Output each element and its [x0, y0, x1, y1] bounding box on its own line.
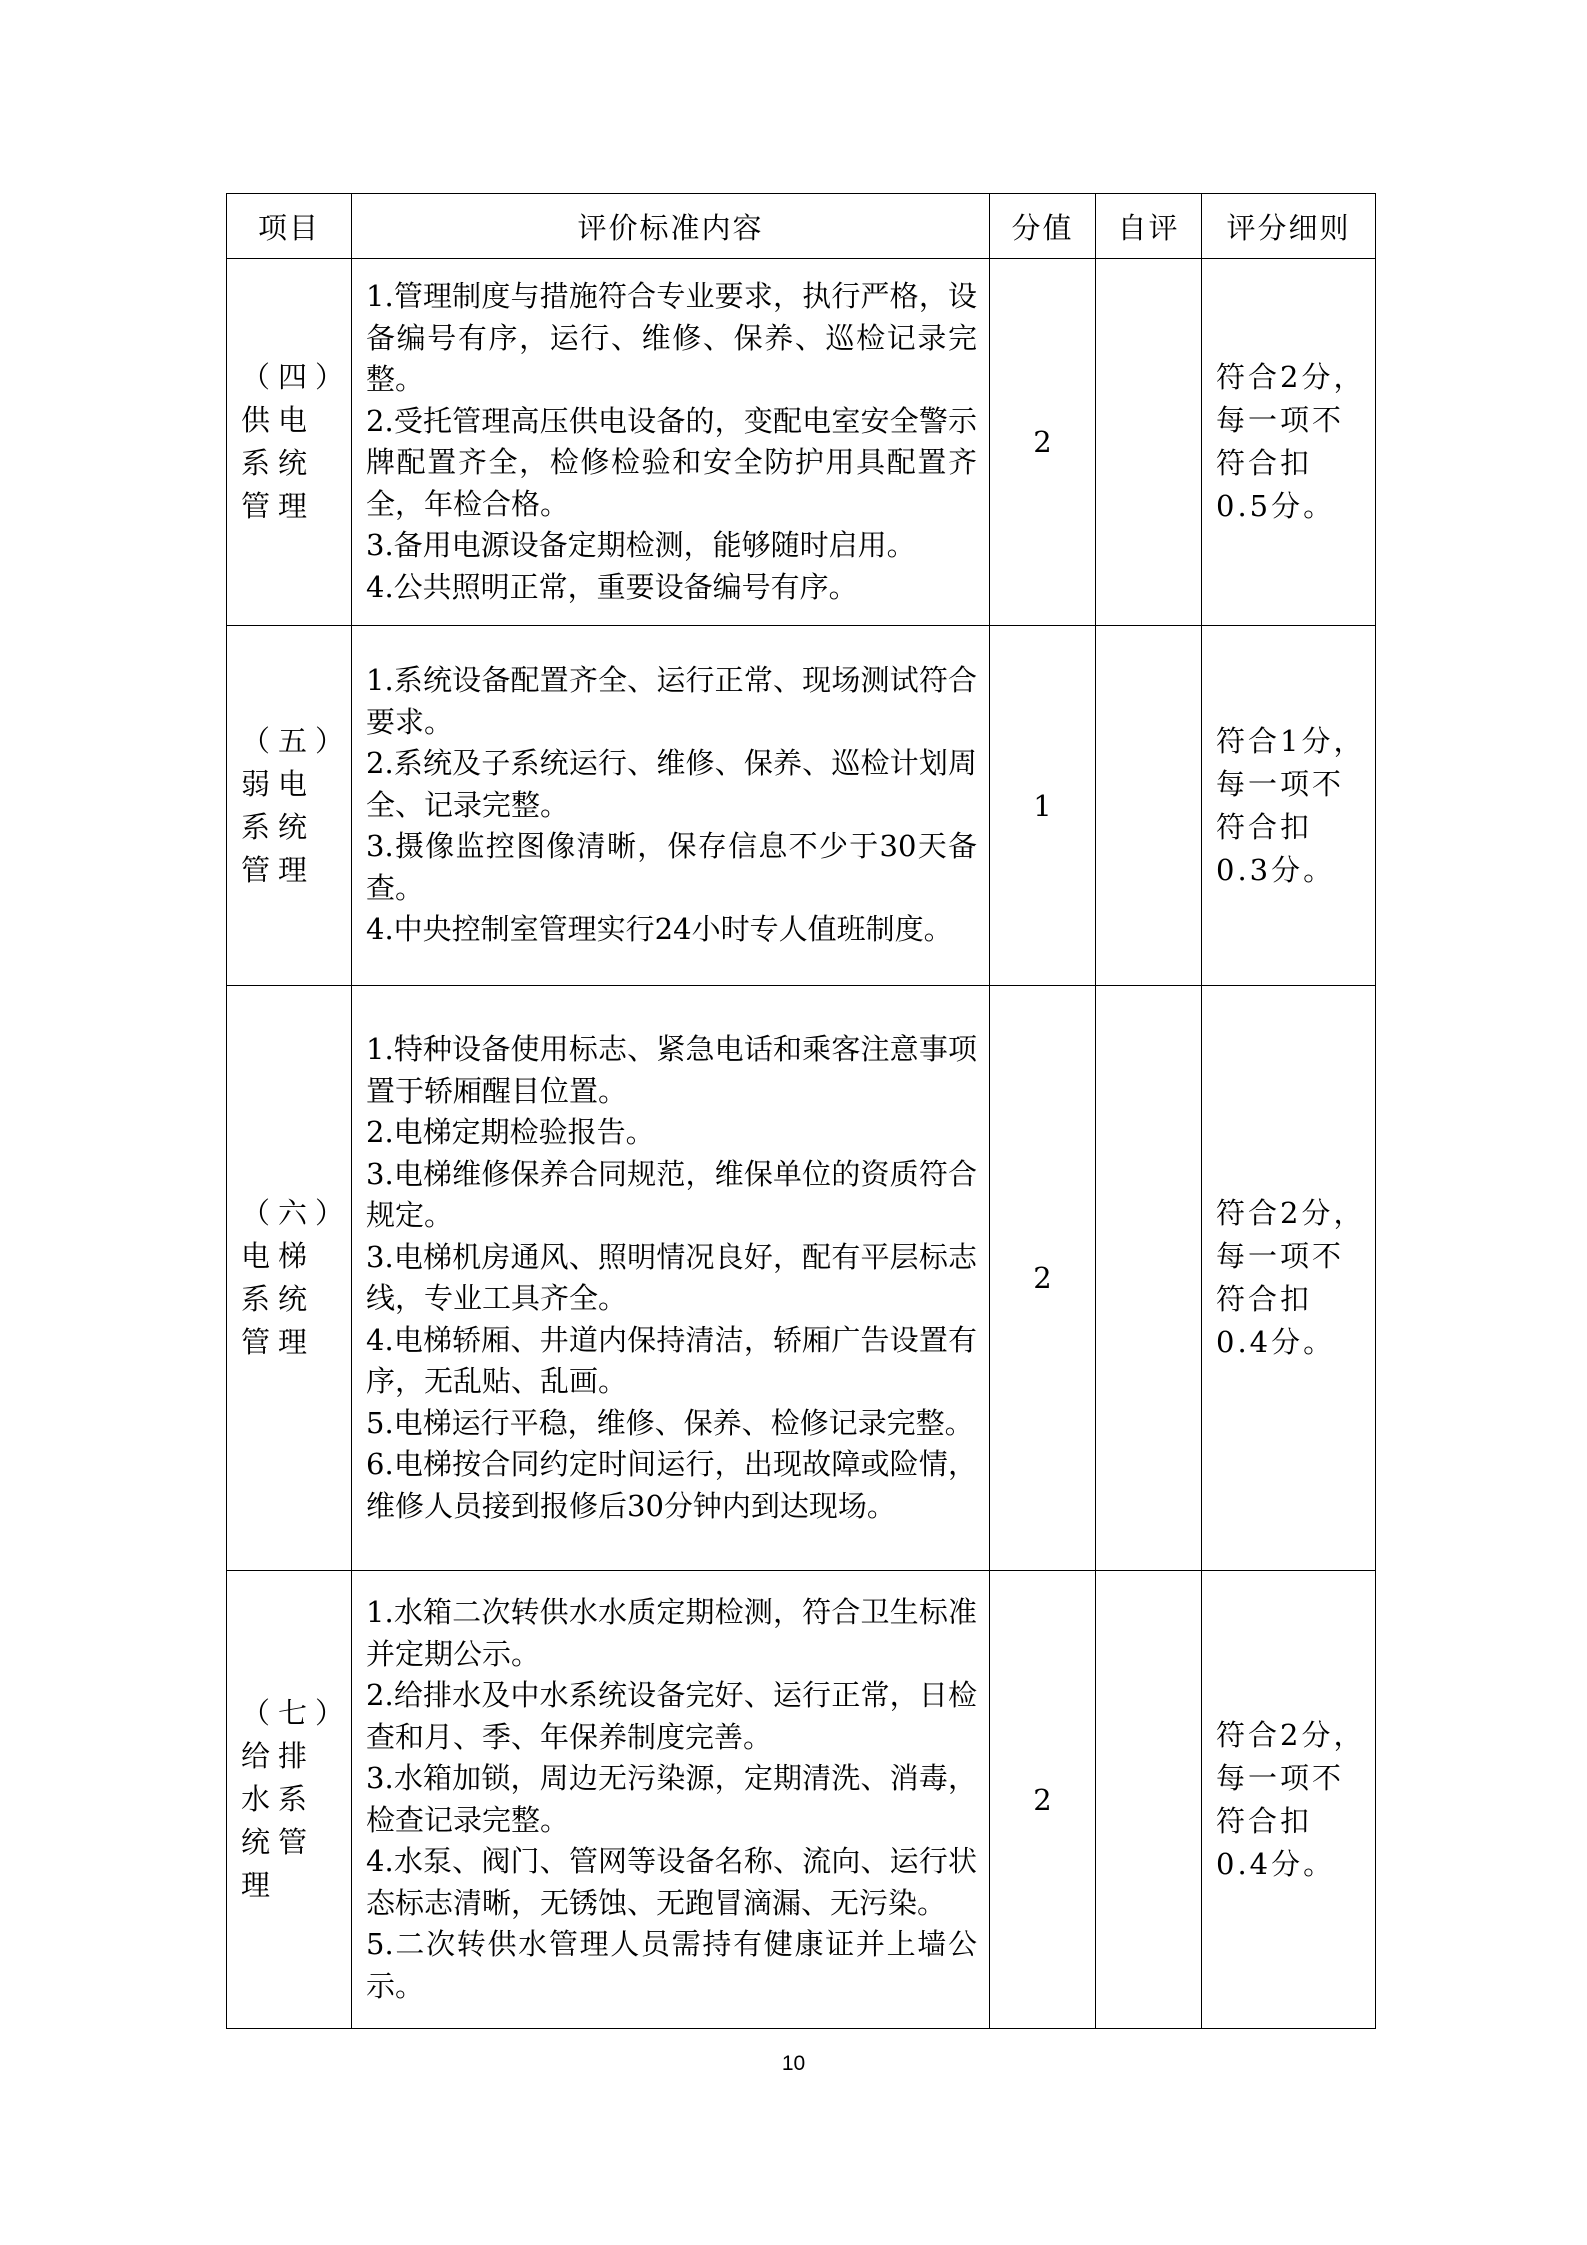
table-row [227, 1571, 1376, 2029]
row-scoring-rule: 符合1分，每一项不符合扣0.3分。 [1202, 626, 1376, 986]
page-number: 10 [781, 2052, 806, 2075]
table-row [227, 626, 1376, 986]
criterion-line: 5.电梯运行平稳，维修、保养、检修记录完整。 [366, 1405, 974, 1440]
header-scoring-rule: 评分细则 [1202, 194, 1376, 259]
row-item: （七）给排水系统管理 [227, 1571, 352, 2029]
table-row [227, 259, 1376, 626]
row-score: 2 [990, 259, 1096, 626]
criterion-line: 3.备用电源设备定期检测，能够随时启用。 [366, 528, 916, 562]
criterion-line: 4.水泵、阀门、管网等设备名称、流向、运行状态标志清晰，无锈蚀、无跑冒滴漏、无污染。 [366, 1844, 977, 1920]
criterion-line: 3.摄像监控图像清晰，保存信息不少于30天备查。 [366, 829, 977, 905]
row-scoring-rule: 符合2分，每一项不符合扣0.5分。 [1202, 259, 1376, 626]
header-content: 评价标准内容 [352, 194, 990, 259]
header-item: 项目 [227, 194, 352, 259]
table-row [227, 986, 1376, 1571]
criterion-line: 1.特种设备使用标志、紧急电话和乘客注意事项置于轿厢醒目位置。 [366, 1032, 977, 1108]
row-score: 2 [990, 1571, 1096, 2029]
criterion-line: 4.公共照明正常，重要设备编号有序。 [366, 569, 858, 604]
criterion-line: 2.电梯定期检验报告。 [366, 1115, 655, 1149]
criterion-line: 1.水箱二次转供水水质定期检测，符合卫生标准并定期公示。 [366, 1595, 977, 1671]
row-content [352, 626, 990, 986]
evaluation-table-container [226, 193, 1375, 2029]
criterion-line: 2.系统及子系统运行、维修、保养、巡检计划周全、记录完整。 [366, 746, 977, 822]
row-item: （四）供电系统管理 [227, 259, 352, 626]
criterion-line: 1.系统设备配置齐全、运行正常、现场测试符合要求。 [366, 663, 977, 739]
criterion-line: 1.管理制度与措施符合专业要求，执行严格，设备编号有序，运行、维修、保养、巡检记录完整。 [366, 279, 977, 396]
row-self-evaluation [1096, 1571, 1202, 2029]
criterion-line: 3.电梯机房通风、照明情况良好，配有平层标志线，专业工具齐全。 [366, 1239, 977, 1315]
criterion-line: 6.电梯按合同约定时间运行，出现故障或险情，维修人员接到报修后30分钟内到达现场。 [366, 1447, 977, 1523]
header-self-evaluation: 自评 [1096, 194, 1202, 259]
table-header-row [227, 194, 1376, 259]
criterion-line: 4.中央控制室管理实行24小时专人值班制度。 [366, 912, 953, 947]
criterion-line: 2.受托管理高压供电设备的，变配电室安全警示牌配置齐全，检修检验和安全防护用具配置齐全，年检合格。 [366, 403, 977, 521]
row-score: 2 [990, 986, 1096, 1571]
row-content [352, 986, 990, 1571]
row-content [352, 259, 990, 626]
criterion-line: 3.电梯维修保养合同规范，维保单位的资质符合规定。 [366, 1156, 977, 1232]
row-self-evaluation [1096, 986, 1202, 1571]
criterion-line: 2.给排水及中水系统设备完好、运行正常，日检查和月、季、年保养制度完善。 [366, 1678, 977, 1754]
row-scoring-rule: 符合2分，每一项不符合扣0.4分。 [1202, 986, 1376, 1571]
row-self-evaluation [1096, 259, 1202, 626]
row-score: 1 [990, 626, 1096, 986]
header-score: 分值 [990, 194, 1096, 259]
criterion-line: 4.电梯轿厢、井道内保持清洁，轿厢广告设置有序，无乱贴、乱画。 [366, 1322, 977, 1398]
row-scoring-rule: 符合2分，每一项不符合扣0.4分。 [1202, 1571, 1376, 2029]
row-item: （五）弱电系统管理 [227, 626, 352, 986]
row-self-evaluation [1096, 626, 1202, 986]
criterion-line: 3.水箱加锁，周边无污染源，定期清洗、消毒，检查记录完整。 [366, 1761, 977, 1837]
criterion-line: 5.二次转供水管理人员需持有健康证并上墙公示。 [366, 1927, 977, 2003]
row-item: （六）电梯系统管理 [227, 986, 352, 1571]
row-content [352, 1571, 990, 2029]
evaluation-table [226, 193, 1376, 2029]
